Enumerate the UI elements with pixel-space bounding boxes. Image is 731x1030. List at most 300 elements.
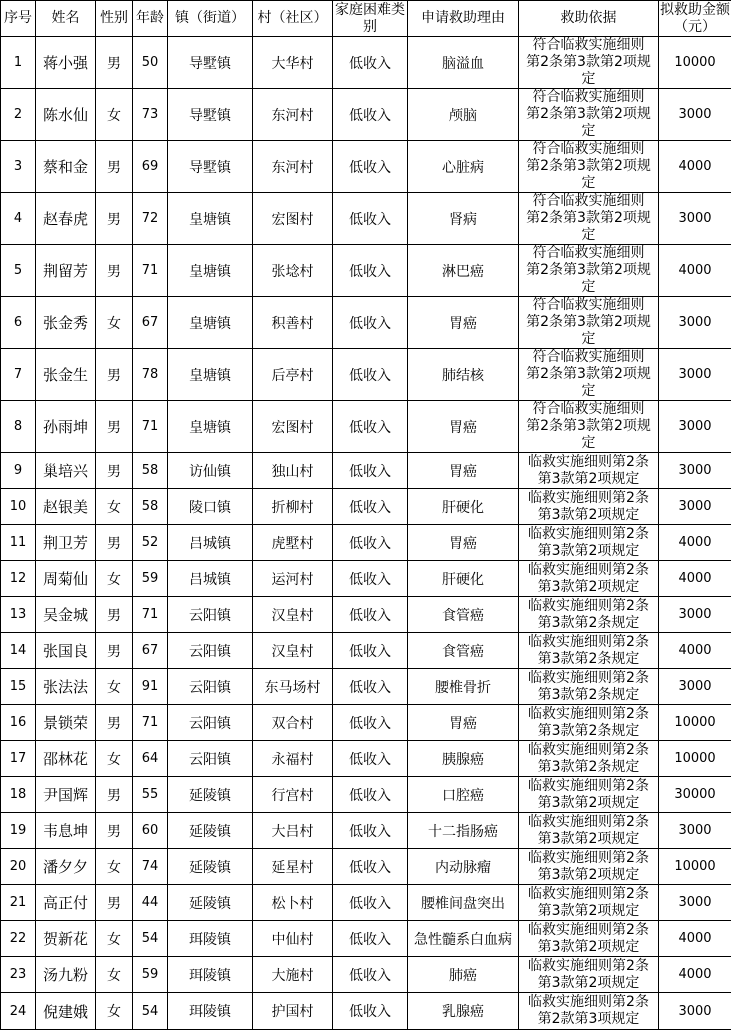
basis-line: 定 [520, 123, 657, 140]
table-row [1, 561, 731, 597]
cell-category: 低收入 [333, 993, 408, 1030]
cell-age: 78 [133, 349, 168, 401]
table-row [1, 957, 731, 993]
basis-line: 第3款第2项规定 [520, 975, 657, 992]
cell-town: 云阳镇 [168, 597, 253, 633]
cell-age: 55 [133, 777, 168, 813]
cell-category: 低收入 [333, 453, 408, 489]
cell-amount: 10000 [659, 37, 731, 89]
cell-name: 景锁荣 [36, 705, 96, 741]
cell-village: 东河村 [253, 141, 333, 193]
cell-category: 低收入 [333, 597, 408, 633]
cell-gender: 男 [96, 705, 133, 741]
table-row [1, 741, 731, 777]
cell-basis [519, 89, 659, 141]
cell-reason: 肺结核 [408, 349, 519, 401]
cell-amount: 3000 [659, 597, 731, 633]
cell-basis [519, 741, 659, 777]
cell-category: 低收入 [333, 401, 408, 453]
basis-line: 第3款第2项规定 [520, 543, 657, 560]
cell-age: 58 [133, 453, 168, 489]
cell-village: 张埝村 [253, 245, 333, 297]
header-age: 年龄 [133, 1, 168, 37]
cell-name: 邵林花 [36, 741, 96, 777]
cell-no: 12 [1, 561, 36, 597]
table-row [1, 669, 731, 705]
cell-village: 双合村 [253, 705, 333, 741]
basis-line: 符合临救实施细则 [520, 297, 657, 314]
cell-basis [519, 921, 659, 957]
basis-line: 第3款第2项规定 [520, 831, 657, 848]
header-gender: 性别 [96, 1, 133, 37]
cell-age: 60 [133, 813, 168, 849]
basis-line: 临救实施细则第2条 [520, 670, 657, 687]
cell-amount: 4000 [659, 921, 731, 957]
cell-age: 59 [133, 561, 168, 597]
cell-category: 低收入 [333, 297, 408, 349]
cell-name: 汤九粉 [36, 957, 96, 993]
cell-age: 67 [133, 633, 168, 669]
cell-category: 低收入 [333, 705, 408, 741]
cell-gender: 女 [96, 89, 133, 141]
cell-category: 低收入 [333, 193, 408, 245]
cell-gender: 男 [96, 777, 133, 813]
table-row [1, 489, 731, 525]
cell-reason: 急性髓系白血病 [408, 921, 519, 957]
basis-line: 第2款第3项规定 [520, 1011, 657, 1028]
cell-no: 18 [1, 777, 36, 813]
cell-reason: 肾病 [408, 193, 519, 245]
cell-village: 宏图村 [253, 193, 333, 245]
cell-reason: 胃癌 [408, 453, 519, 489]
cell-age: 74 [133, 849, 168, 885]
cell-basis [519, 885, 659, 921]
cell-village: 积善村 [253, 297, 333, 349]
cell-age: 91 [133, 669, 168, 705]
cell-town: 延陵镇 [168, 777, 253, 813]
cell-basis [519, 849, 659, 885]
cell-basis [519, 297, 659, 349]
cell-reason: 淋巴癌 [408, 245, 519, 297]
basis-line: 临救实施细则第2条 [520, 994, 657, 1011]
cell-basis [519, 561, 659, 597]
table-row [1, 89, 731, 141]
cell-amount: 3000 [659, 453, 731, 489]
cell-town: 延陵镇 [168, 849, 253, 885]
cell-no: 10 [1, 489, 36, 525]
cell-town: 导墅镇 [168, 141, 253, 193]
table-body [1, 37, 731, 1030]
cell-gender: 男 [96, 193, 133, 245]
basis-line: 临救实施细则第2条 [520, 562, 657, 579]
cell-basis [519, 37, 659, 89]
basis-line: 定 [520, 435, 657, 452]
basis-line: 第3款第2项规定 [520, 471, 657, 488]
cell-basis [519, 453, 659, 489]
basis-line: 第2条第3款第2项规 [520, 158, 657, 175]
cell-category: 低收入 [333, 489, 408, 525]
cell-amount: 3000 [659, 489, 731, 525]
cell-town: 皇塘镇 [168, 349, 253, 401]
basis-line: 临救实施细则第2条 [520, 886, 657, 903]
cell-reason: 肝硬化 [408, 489, 519, 525]
cell-name: 高正付 [36, 885, 96, 921]
cell-category: 低收入 [333, 37, 408, 89]
cell-no: 14 [1, 633, 36, 669]
basis-line: 符合临救实施细则 [520, 349, 657, 366]
table-row [1, 813, 731, 849]
cell-name: 荆留芳 [36, 245, 96, 297]
cell-basis [519, 525, 659, 561]
cell-town: 皇塘镇 [168, 297, 253, 349]
cell-town: 吕城镇 [168, 525, 253, 561]
cell-name: 尹国辉 [36, 777, 96, 813]
basis-line: 第3款第2项规定 [520, 903, 657, 920]
cell-no: 23 [1, 957, 36, 993]
basis-line: 临救实施细则第2条 [520, 454, 657, 471]
cell-gender: 男 [96, 37, 133, 89]
cell-name: 贺新花 [36, 921, 96, 957]
basis-line: 第2条第3款第2项规 [520, 366, 657, 383]
cell-village: 大吕村 [253, 813, 333, 849]
cell-gender: 男 [96, 597, 133, 633]
cell-basis [519, 597, 659, 633]
basis-line: 临救实施细则第2条 [520, 490, 657, 507]
cell-age: 54 [133, 993, 168, 1030]
cell-category: 低收入 [333, 813, 408, 849]
cell-village: 护国村 [253, 993, 333, 1030]
cell-gender: 女 [96, 561, 133, 597]
cell-town: 延陵镇 [168, 813, 253, 849]
basis-line: 第2条第3款第2项规 [520, 54, 657, 71]
basis-line: 第3款第2项规定 [520, 867, 657, 884]
cell-amount: 3000 [659, 885, 731, 921]
cell-amount: 3000 [659, 401, 731, 453]
header-no: 序号 [1, 1, 36, 37]
cell-amount: 4000 [659, 525, 731, 561]
cell-reason: 脑溢血 [408, 37, 519, 89]
cell-reason: 胃癌 [408, 705, 519, 741]
cell-village: 松卜村 [253, 885, 333, 921]
header-village: 村（社区） [253, 1, 333, 37]
cell-name: 张国良 [36, 633, 96, 669]
cell-gender: 女 [96, 849, 133, 885]
cell-age: 71 [133, 597, 168, 633]
cell-basis [519, 813, 659, 849]
cell-amount: 30000 [659, 777, 731, 813]
cell-town: 皇塘镇 [168, 193, 253, 245]
cell-amount: 4000 [659, 245, 731, 297]
table-row [1, 453, 731, 489]
basis-line: 第2条第3款第2项规 [520, 314, 657, 331]
cell-no: 19 [1, 813, 36, 849]
cell-no: 7 [1, 349, 36, 401]
cell-category: 低收入 [333, 245, 408, 297]
cell-town: 陵口镇 [168, 489, 253, 525]
cell-reason: 口腔癌 [408, 777, 519, 813]
cell-amount: 3000 [659, 89, 731, 141]
cell-name: 陈水仙 [36, 89, 96, 141]
basis-line: 第3款第2项规定 [520, 579, 657, 596]
cell-no: 3 [1, 141, 36, 193]
header-amount: 拟救助金额（元） [659, 1, 731, 37]
cell-gender: 男 [96, 401, 133, 453]
basis-line: 临救实施细则第2条 [520, 598, 657, 615]
cell-name: 倪建娥 [36, 993, 96, 1030]
cell-category: 低收入 [333, 849, 408, 885]
cell-age: 72 [133, 193, 168, 245]
cell-amount: 3000 [659, 813, 731, 849]
table-row [1, 193, 731, 245]
basis-line: 定 [520, 71, 657, 88]
cell-name: 张金秀 [36, 297, 96, 349]
cell-category: 低收入 [333, 669, 408, 705]
basis-line: 符合临救实施细则 [520, 141, 657, 158]
cell-amount: 3000 [659, 297, 731, 349]
cell-age: 44 [133, 885, 168, 921]
cell-village: 行宫村 [253, 777, 333, 813]
cell-town: 珥陵镇 [168, 957, 253, 993]
cell-town: 珥陵镇 [168, 921, 253, 957]
cell-reason: 腰椎骨折 [408, 669, 519, 705]
basis-line: 定 [520, 175, 657, 192]
cell-category: 低收入 [333, 741, 408, 777]
cell-gender: 女 [96, 957, 133, 993]
cell-village: 东河村 [253, 89, 333, 141]
cell-category: 低收入 [333, 525, 408, 561]
basis-line: 第3款第2条规定 [520, 615, 657, 632]
basis-line: 临救实施细则第2条 [520, 814, 657, 831]
basis-line: 定 [520, 279, 657, 296]
cell-no: 5 [1, 245, 36, 297]
cell-name: 孙雨坤 [36, 401, 96, 453]
cell-amount: 4000 [659, 141, 731, 193]
basis-line: 第2条第3款第2项规 [520, 262, 657, 279]
cell-category: 低收入 [333, 89, 408, 141]
basis-line: 临救实施细则第2条 [520, 958, 657, 975]
basis-line: 临救实施细则第2条 [520, 526, 657, 543]
cell-no: 1 [1, 37, 36, 89]
cell-village: 折柳村 [253, 489, 333, 525]
cell-reason: 肝硬化 [408, 561, 519, 597]
basis-line: 临救实施细则第2条 [520, 778, 657, 795]
cell-name: 张金生 [36, 349, 96, 401]
table-row [1, 401, 731, 453]
basis-line: 第2条第3款第2项规 [520, 106, 657, 123]
cell-town: 延陵镇 [168, 885, 253, 921]
cell-no: 8 [1, 401, 36, 453]
cell-amount: 10000 [659, 705, 731, 741]
cell-amount: 10000 [659, 741, 731, 777]
cell-basis [519, 777, 659, 813]
cell-no: 13 [1, 597, 36, 633]
cell-village: 汉皇村 [253, 633, 333, 669]
cell-gender: 女 [96, 297, 133, 349]
cell-no: 11 [1, 525, 36, 561]
cell-gender: 女 [96, 993, 133, 1030]
cell-reason: 胃癌 [408, 297, 519, 349]
table-row [1, 705, 731, 741]
cell-town: 皇塘镇 [168, 401, 253, 453]
cell-category: 低收入 [333, 633, 408, 669]
basis-line: 符合临救实施细则 [520, 193, 657, 210]
cell-name: 赵银美 [36, 489, 96, 525]
cell-category: 低收入 [333, 561, 408, 597]
cell-gender: 男 [96, 141, 133, 193]
cell-town: 皇塘镇 [168, 245, 253, 297]
cell-age: 73 [133, 89, 168, 141]
cell-basis [519, 669, 659, 705]
cell-amount: 4000 [659, 561, 731, 597]
cell-reason: 胃癌 [408, 525, 519, 561]
basis-line: 临救实施细则第2条 [520, 634, 657, 651]
header-category: 家庭困难类别 [333, 1, 408, 37]
cell-name: 赵春虎 [36, 193, 96, 245]
cell-basis [519, 957, 659, 993]
cell-village: 后亭村 [253, 349, 333, 401]
cell-no: 20 [1, 849, 36, 885]
basis-line: 符合临救实施细则 [520, 37, 657, 54]
cell-age: 71 [133, 705, 168, 741]
cell-gender: 男 [96, 245, 133, 297]
header-name: 姓名 [36, 1, 96, 37]
cell-gender: 男 [96, 813, 133, 849]
cell-town: 访仙镇 [168, 453, 253, 489]
header-row [1, 1, 731, 37]
cell-town: 云阳镇 [168, 633, 253, 669]
cell-no: 4 [1, 193, 36, 245]
cell-gender: 女 [96, 741, 133, 777]
cell-name: 周菊仙 [36, 561, 96, 597]
cell-gender: 男 [96, 349, 133, 401]
cell-no: 9 [1, 453, 36, 489]
cell-amount: 3000 [659, 669, 731, 705]
cell-town: 云阳镇 [168, 741, 253, 777]
cell-reason: 颅脑 [408, 89, 519, 141]
cell-age: 71 [133, 401, 168, 453]
cell-basis [519, 705, 659, 741]
cell-category: 低收入 [333, 777, 408, 813]
cell-age: 58 [133, 489, 168, 525]
cell-age: 64 [133, 741, 168, 777]
cell-town: 云阳镇 [168, 669, 253, 705]
basis-line: 符合临救实施细则 [520, 401, 657, 418]
table-row [1, 37, 731, 89]
cell-town: 导墅镇 [168, 89, 253, 141]
cell-age: 50 [133, 37, 168, 89]
cell-name: 潘夕夕 [36, 849, 96, 885]
table-row [1, 921, 731, 957]
cell-no: 24 [1, 993, 36, 1030]
cell-age: 71 [133, 245, 168, 297]
basis-line: 临救实施细则第2条 [520, 706, 657, 723]
basis-line: 定 [520, 331, 657, 348]
cell-gender: 女 [96, 669, 133, 705]
cell-name: 张法法 [36, 669, 96, 705]
cell-amount: 4000 [659, 957, 731, 993]
cell-village: 独山村 [253, 453, 333, 489]
basis-line: 第3款第2条规定 [520, 759, 657, 776]
basis-line: 符合临救实施细则 [520, 89, 657, 106]
table-row [1, 245, 731, 297]
table-row [1, 633, 731, 669]
basis-line: 临救实施细则第2条 [520, 850, 657, 867]
cell-village: 虎墅村 [253, 525, 333, 561]
table-row [1, 849, 731, 885]
cell-reason: 乳腺癌 [408, 993, 519, 1030]
table-row [1, 885, 731, 921]
basis-line: 临救实施细则第2条 [520, 742, 657, 759]
cell-no: 15 [1, 669, 36, 705]
cell-basis [519, 349, 659, 401]
table-row [1, 993, 731, 1030]
cell-gender: 男 [96, 633, 133, 669]
cell-category: 低收入 [333, 349, 408, 401]
table-row [1, 777, 731, 813]
cell-village: 汉皇村 [253, 597, 333, 633]
header-basis: 救助依据 [519, 1, 659, 37]
cell-name: 荆卫芳 [36, 525, 96, 561]
cell-village: 永福村 [253, 741, 333, 777]
cell-category: 低收入 [333, 141, 408, 193]
cell-reason: 食管癌 [408, 597, 519, 633]
header-town: 镇（街道） [168, 1, 253, 37]
basis-line: 第3款第2项规定 [520, 507, 657, 524]
cell-gender: 男 [96, 525, 133, 561]
cell-village: 宏图村 [253, 401, 333, 453]
cell-town: 导墅镇 [168, 37, 253, 89]
basis-line: 第3款第2项规定 [520, 795, 657, 812]
cell-no: 2 [1, 89, 36, 141]
cell-reason: 胰腺癌 [408, 741, 519, 777]
basis-line: 第3款第2项规定 [520, 939, 657, 956]
cell-reason: 十二指肠癌 [408, 813, 519, 849]
table-row [1, 297, 731, 349]
cell-reason: 胃癌 [408, 401, 519, 453]
table-row [1, 349, 731, 401]
cell-gender: 女 [96, 921, 133, 957]
cell-amount: 3000 [659, 193, 731, 245]
cell-age: 69 [133, 141, 168, 193]
cell-basis [519, 489, 659, 525]
cell-amount: 3000 [659, 349, 731, 401]
cell-reason: 心脏病 [408, 141, 519, 193]
cell-no: 22 [1, 921, 36, 957]
cell-amount: 10000 [659, 849, 731, 885]
cell-village: 中仙村 [253, 921, 333, 957]
cell-age: 67 [133, 297, 168, 349]
cell-village: 大施村 [253, 957, 333, 993]
basis-line: 第2条第3款第2项规 [520, 418, 657, 435]
table-row [1, 525, 731, 561]
cell-name: 蒋小强 [36, 37, 96, 89]
cell-category: 低收入 [333, 921, 408, 957]
cell-village: 东马场村 [253, 669, 333, 705]
cell-gender: 男 [96, 885, 133, 921]
cell-amount: 4000 [659, 633, 731, 669]
cell-reason: 内动脉瘤 [408, 849, 519, 885]
basis-line: 符合临救实施细则 [520, 245, 657, 262]
basis-line: 第2条第3款第2项规 [520, 210, 657, 227]
cell-reason: 食管癌 [408, 633, 519, 669]
cell-village: 大华村 [253, 37, 333, 89]
table-row [1, 141, 731, 193]
cell-no: 16 [1, 705, 36, 741]
cell-name: 韦息坤 [36, 813, 96, 849]
cell-no: 17 [1, 741, 36, 777]
cell-no: 6 [1, 297, 36, 349]
cell-village: 延星村 [253, 849, 333, 885]
